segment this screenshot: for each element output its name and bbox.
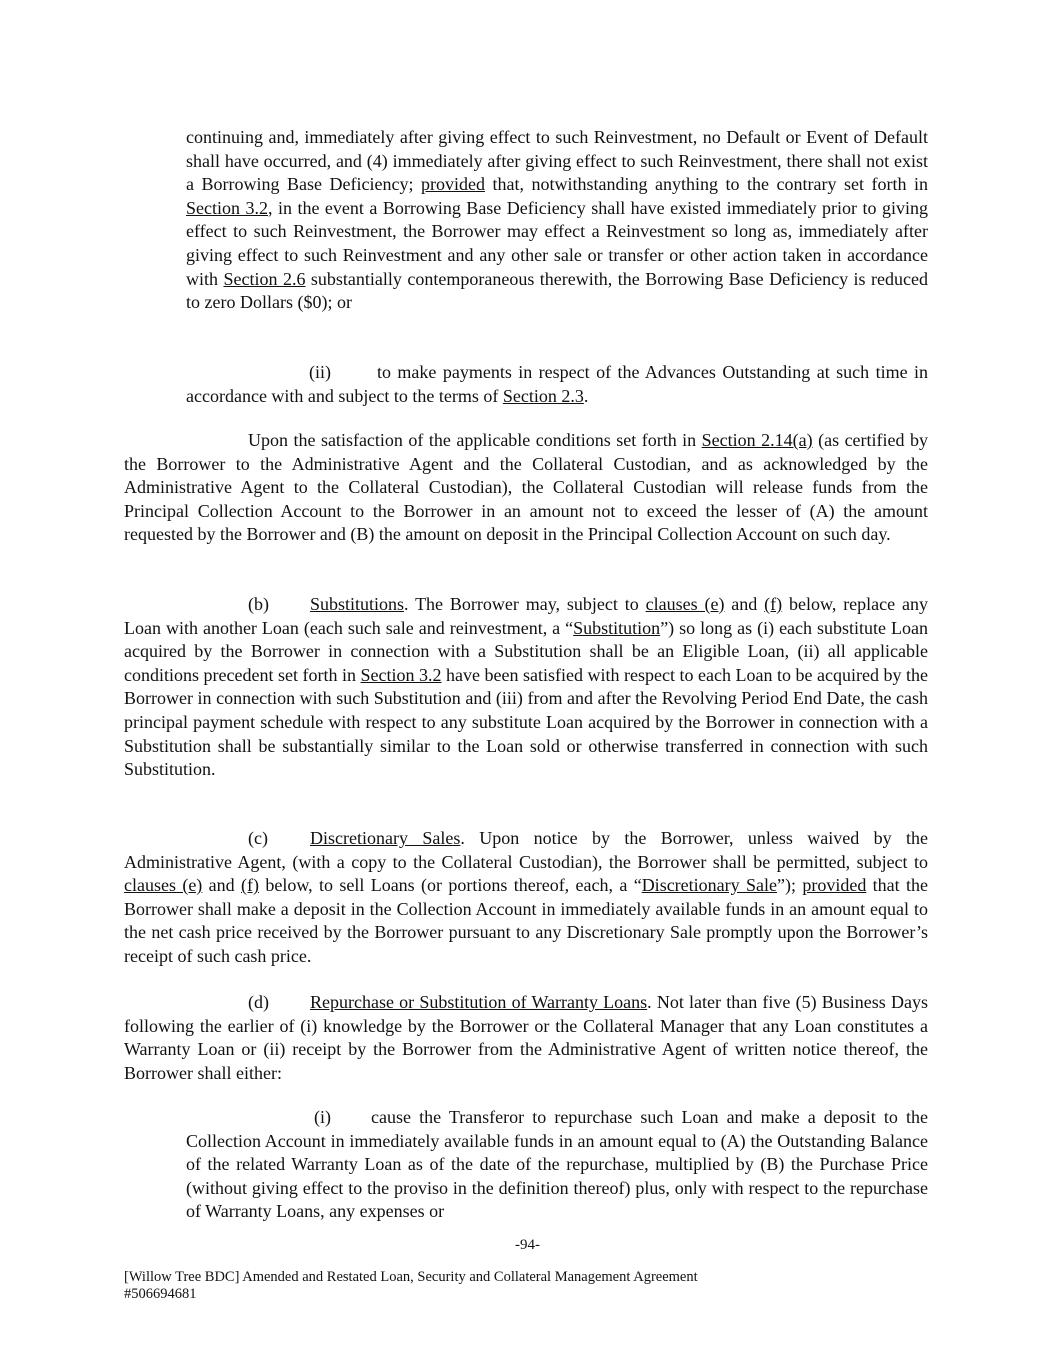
clause-number: (d) [248,992,269,1012]
text: . [583,385,589,406]
footer-title: [Willow Tree BDC] Amended and Restated Loan, Security and Collateral Management Agreement [124,1269,698,1285]
footer [124,1269,924,1303]
text: ”); [777,875,803,896]
ref-clause-f: (f) [241,875,259,896]
clause-number: (b) [248,594,269,614]
text: below, replace any Loan with another Loan (each such sale and reinvestment, a “ [124,594,928,638]
text: cause the Transferor to repurchase such Loan and make a deposit to the Collection Account in immediately available funds in an amount equal to (A) the Outstanding Balance of the related Warranty Loan as of the date of the repurchase, multiplied by (B) the Purchase Price (without giving effect to the proviso in the definition thereof) plus, only with respect to the repurchase of Warranty Loans, any expenses or [186,1107,928,1222]
ref-section-2-14a: Section 2.14(a) [701,430,813,450]
term-discretionary-sale: Discretionary Sale [641,875,777,896]
ref-section-3-2: Section 3.2 [186,197,268,218]
ref-clause-f: (f) [764,594,783,614]
text: have been satisfied with respect to each Loan to be acquired by the Borrower in connection with such Substitution and (iii) from and after the Revolving Period End Date, the cash principal payment schedule with respect to any substitute Loan acquired by the Borrower in connection with a Substitution shall be substantially similar to the Loan sold or otherwise transferred in connection with such Substitution. [124,664,929,780]
text: . Not later than five (5) Business Days following the earlier of (i) knowledge by the Borrower or the Collateral Manager that any Loan constitutes a Warranty Loan or (ii) receipt by the Borrower from the Administrative Agent of written notice thereof, the Borrower shall either: [124,992,928,1083]
text: that, notwithstanding anything to the contrary set forth in [484,174,928,195]
paragraph-release-funds [124,429,928,547]
heading-discretionary-sales: Discretionary Sales [310,828,461,848]
paragraph-clause-i [186,1106,928,1224]
ref-clause-e: clauses (e) [645,594,725,614]
page-number: -94- [515,1237,540,1253]
text: , in the event a Borrowing Base Deficiency shall have existed immediately prior to giving effect to such Reinvestment, the Borrower may effect a Reinvestment so long as, immediately after giving effect to such Reinvestment and any other sale or transfer or other action taken in accordance with [186,197,928,289]
text: below, to sell Loans (or portions thereof, each, a “ [258,875,642,896]
ref-clause-e: clauses (e) [124,875,203,896]
text: to make payments in respect of the Advances Outstanding at such time in accordance with and subject to the terms of [186,362,928,406]
paragraph-c-discretionary-sales [124,827,928,969]
text: that the Borrower shall make a deposit in the Collection Account in immediately available funds in an amount equal to the net cash price received by the Borrower pursuant to any Discretionary Sale promptly upon the Borrower’s receipt of such cash price. [124,875,929,966]
text: (as certified by the Borrower to the Administrative Agent and the Collateral Custodian, and as acknowledged by the Administrative Agent to the Collateral Custodian), the Collateral Custodian will release funds from the Principal Collection Account to the Borrower in an amount not to exceed the lesser of (A) the amount requested by the Borrower and (B) the amount on deposit in the Principal Collection Account on such day. [124,430,929,545]
text: . Upon notice by the Borrower, unless waived by the Administrative Agent, (with a copy to the Collateral Custodian), the Borrower shall be permitted, subject to [124,828,928,872]
clause-number: (ii) [309,362,331,382]
ref-section-2-3: Section 2.3 [502,385,584,406]
paragraph-reinvestment-continued [186,126,928,315]
ref-section-3-2: Section 3.2 [360,664,442,685]
text: continuing and, immediately after giving effect to such Reinvestment, no Default or Event of Default shall have occurred, and (4) immediately after giving effect to such Reinvestment, there shall not exist a Borrowing Base Deficiency; [186,127,928,195]
term-provided: provided [802,875,867,896]
paragraph-b-substitutions [124,593,928,782]
term-provided: provided [420,174,485,195]
text: . The Borrower may, subject to [404,594,646,614]
text: Upon the satisfaction of the applicable conditions set forth in [248,430,702,450]
paragraph-clause-ii [186,361,928,408]
ref-section-2-6: Section 2.6 [223,268,306,289]
text: substantially contemporaneous therewith, the Borrowing Base Deficiency is reduced to zero Dollars ($0); or [186,268,928,313]
heading-substitutions: Substitutions [310,594,405,614]
paragraph-d-warranty-loans [124,991,928,1085]
term-substitution: Substitution [573,617,661,638]
heading-warranty-loans: Repurchase or Substitution of Warranty Loans [310,992,648,1012]
clause-number: (i) [314,1107,331,1127]
text: and [724,594,765,614]
footer-doc-id: #506694681 [124,1286,197,1302]
text: and [202,875,241,896]
text: ”) so long as (i) each substitute Loan acquired by the Borrower in connection with a Substitution shall be an Eligible Loan, (ii) all applicable conditions precedent set forth in [124,617,928,685]
clause-number: (c) [248,828,268,848]
